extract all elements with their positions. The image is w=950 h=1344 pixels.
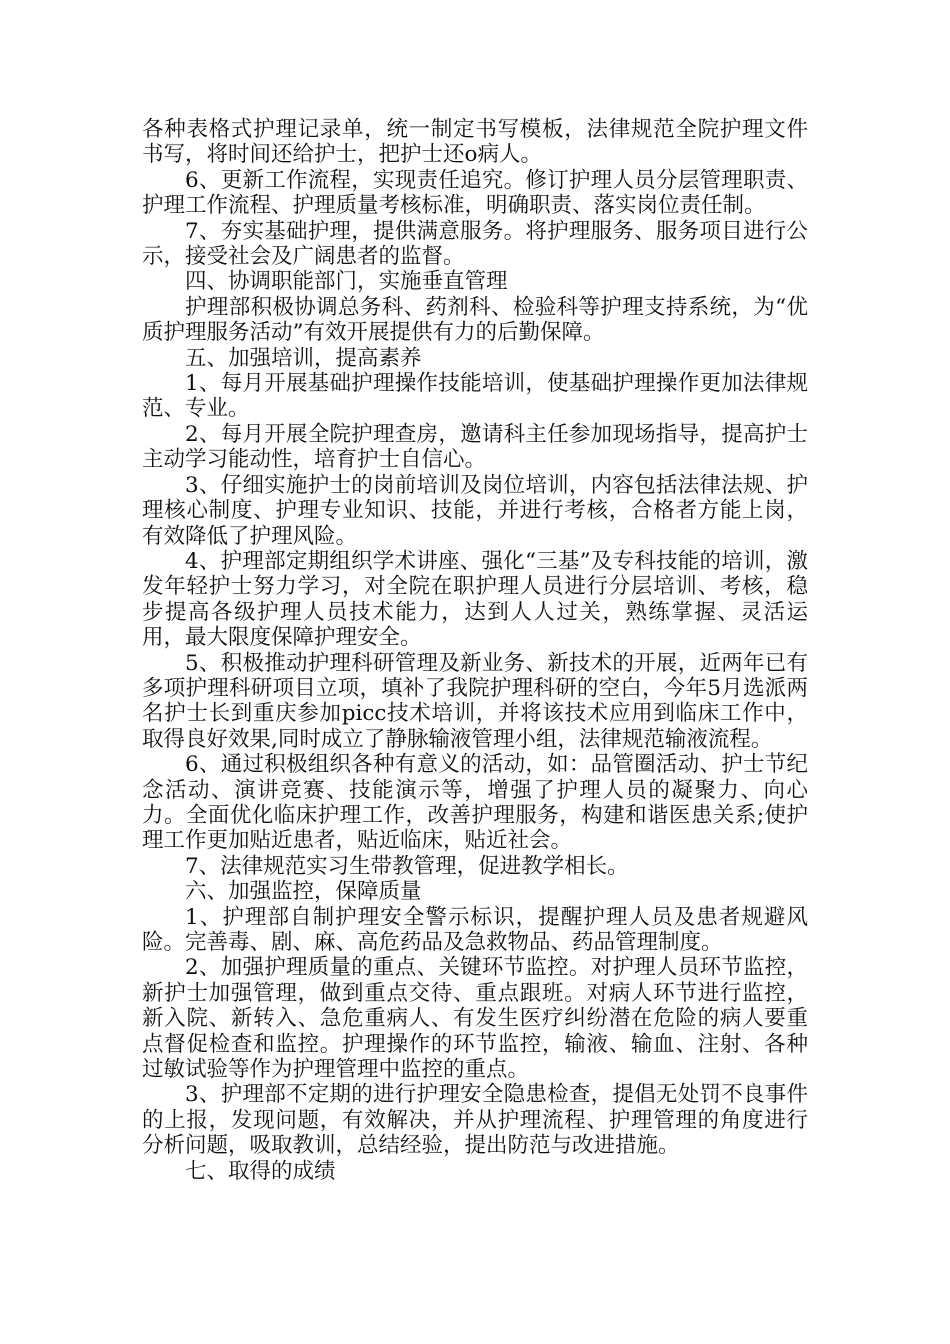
paragraph-training-5: 5、积极推动护理科研管理及新业务、新技术的开展，近两年已有多项护理科研项目立项，填补了我院护理科研的空白，今年5月选派两名护士长到重庆参加picc技术培训，并将该技术应用到临床工作中，取得良好效果,同时成立了静脉输液管理小组，法律规范输液流程。 [142, 650, 808, 752]
document-body [142, 117, 808, 1184]
paragraph-training-6: 6、通过积极组织各种有意义的活动，如：品管圈活动、护士节纪念活动、演讲竞赛、技能演示等，增强了护理人员的凝聚力、向心力。全面优化临床护理工作，改善护理服务，构建和谐医患关系;使护理工作更加贴近患者，贴近临床，贴近社会。 [142, 752, 808, 854]
section-heading-5: 五、加强培训，提高素养 [185, 345, 422, 371]
paragraph-monitoring-3: 3、护理部不定期的进行护理安全隐患检查，提倡无处罚不良事件的上报，发现问题，有效解决，并从护理流程、护理管理的角度进行分析问题，吸取教训，总结经验，提出防范与改进措施。 [142, 1082, 808, 1159]
section-heading-4: 四、协调职能部门，实施垂直管理 [185, 269, 508, 295]
paragraph-training-1: 1、每月开展基础护理操作技能培训，使基础护理操作更加法律规范、专业。 [142, 371, 808, 422]
section-heading-6: 六、加强监控，保障质量 [185, 879, 422, 905]
section-heading-7: 七、取得的成绩 [185, 1158, 336, 1184]
paragraph-monitoring-2: 2、加强护理质量的重点、关键环节监控。对护理人员环节监控，新护士加强管理，做到重点交待、重点跟班。对病人环节进行监控，新入院、新转入、急危重病人、有发生医疗纠纷潜在危险的病人要重点督促检查和监控。护理操作的环节监控，输液、输血、注射、各种过敏试验等作为护理管理中监控的重点。 [142, 955, 808, 1083]
paragraph-item-6-workflow: 6、更新工作流程，实现责任追究。修订护理人员分层管理职责、护理工作流程、护理质量考核标准，明确职责、落实岗位责任制。 [142, 167, 808, 219]
paragraph-training-2: 2、每月开展全院护理查房，邀请科主任参加现场指导，提高护士主动学习能动性，培育护士自信心。 [142, 421, 808, 473]
paragraph-training-3: 3、仔细实施护士的岗前培训及岗位培训，内容包括法律法规、护理核心制度、护理专业知识、技能，并进行考核，合格者方能上岗，有效降低了护理风险。 [142, 472, 808, 549]
paragraph-training-4: 4、护理部定期组织学术讲座、强化“三基”及专科技能的培训，激发年轻护士努力学习，对全院在职护理人员进行分层培训、考核，稳步提高各级护理人员技术能力，达到人人过关，熟练掌握、灵活运用，最大限度保障护理安全。 [142, 548, 808, 651]
paragraph-monitoring-1: 1、护理部自制护理安全警示标识，提醒护理人员及患者规避风险。完善毒、剧、麻、高危药品及急救物品、药品管理制度。 [142, 904, 808, 955]
paragraph-continuation: 各种表格式护理记录单，统一制定书写模板，法律规范全院护理文件书写，将时间还给护士，把护士还o病人。 [142, 117, 808, 168]
paragraph-training-7: 7、法律规范实习生带教管理，促进教学相长。 [185, 853, 629, 879]
paragraph-coordination: 护理部积极协调总务科、药剂科、检验科等护理支持系统，为“优质护理服务活动”有效开展提供有力的后勤保障。 [142, 294, 808, 346]
paragraph-item-7-basic-care: 7、夯实基础护理，提供满意服务。将护理服务、服务项目进行公示，接受社会及广阔患者的监督。 [142, 218, 808, 270]
